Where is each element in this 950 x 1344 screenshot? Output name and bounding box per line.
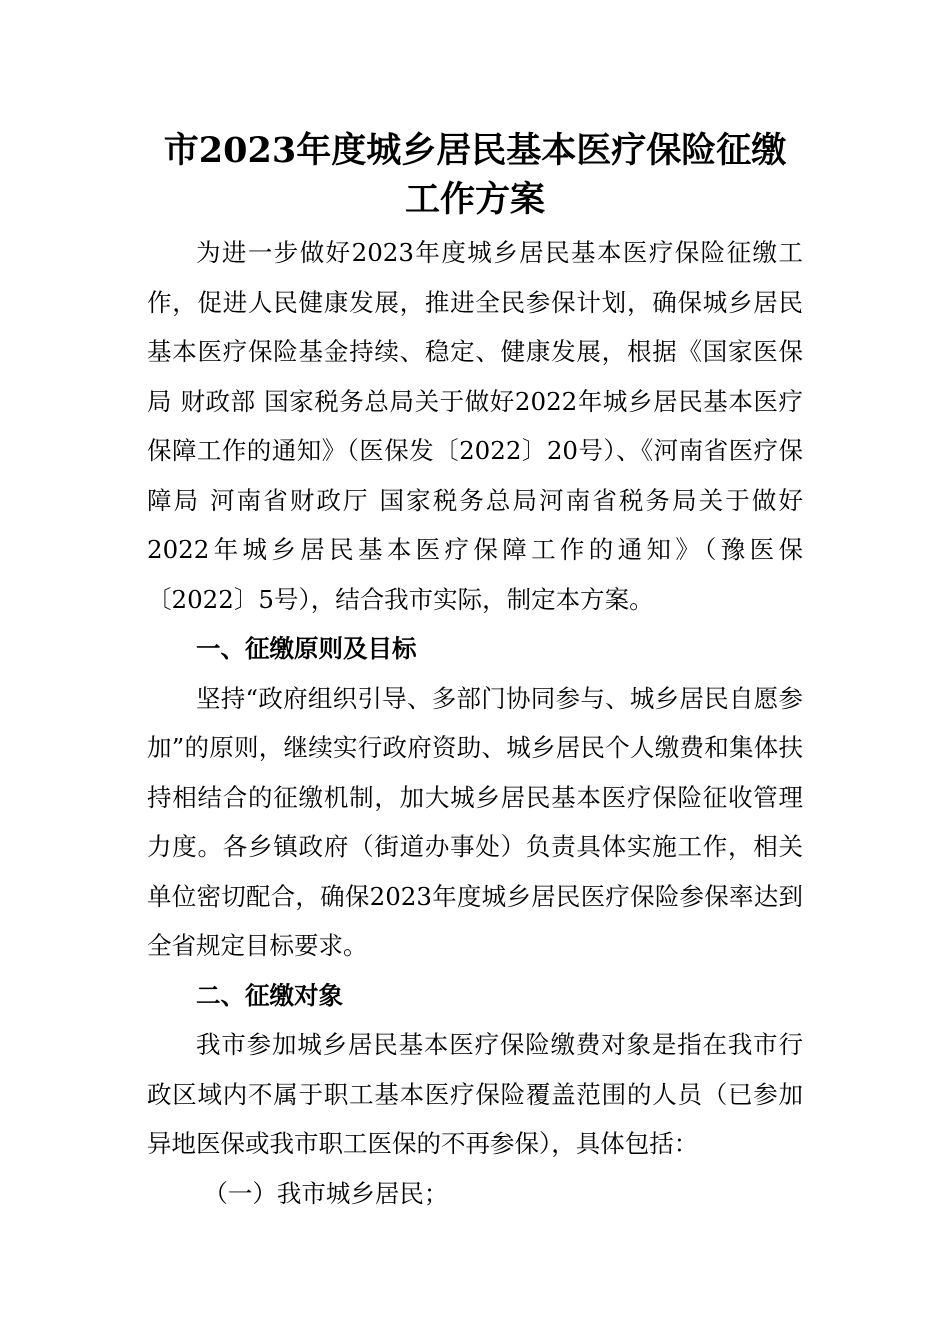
section2-heading: 二、征缴对象 (196, 980, 343, 1010)
list-item-1: （一）我市城乡居民； (203, 1178, 449, 1208)
section1-paragraph: 坚持“政府组织引导、多部门协同参与、城乡居民自愿参加”的原则，继续实行政府资助、城乡居民个人缴费和集体扶持相结合的征缴机制，加大城乡居民基本医疗保险征收管理力度。各乡镇政府（街道办事处）负责具体实施工作，相关单位密切配合，确保2023年度城乡居民医疗保险参保率达到全省规定目标要求。 (147, 683, 803, 960)
section2-paragraph: 我市参加城乡居民基本医疗保险缴费对象是指在我市行政区域内不属于职工基本医疗保险覆盖范围的人员（已参加异地医保或我市职工医保的不再参保），具体包括： (147, 1030, 803, 1158)
intro-paragraph: 为进一步做好2023年度城乡居民基本医疗保险征缴工作，促进人民健康发展，推进全民参保计划，确保城乡居民基本医疗保险基金持续、稳定、健康发展，根据《国家医保局 财政部 国家税务总局关于做好2022年城乡居民基本医疗保障工作的通知》（医保发〔2022〕20号）、《河南省医疗保障局 河南省财政厅 国家税务总局河南省税务局关于做好2022年城乡居民基本医疗保障工作的通知》（豫医保〔2022〕5号），结合我市实际，制定本方案。 (147, 238, 803, 614)
document-body (147, 228, 803, 1218)
document-title-line1: 市2023年度城乡居民基本医疗保险征缴 (163, 130, 787, 171)
section1-heading: 一、征缴原则及目标 (196, 634, 417, 663)
document-title-line2: 工作方案 (404, 179, 545, 220)
